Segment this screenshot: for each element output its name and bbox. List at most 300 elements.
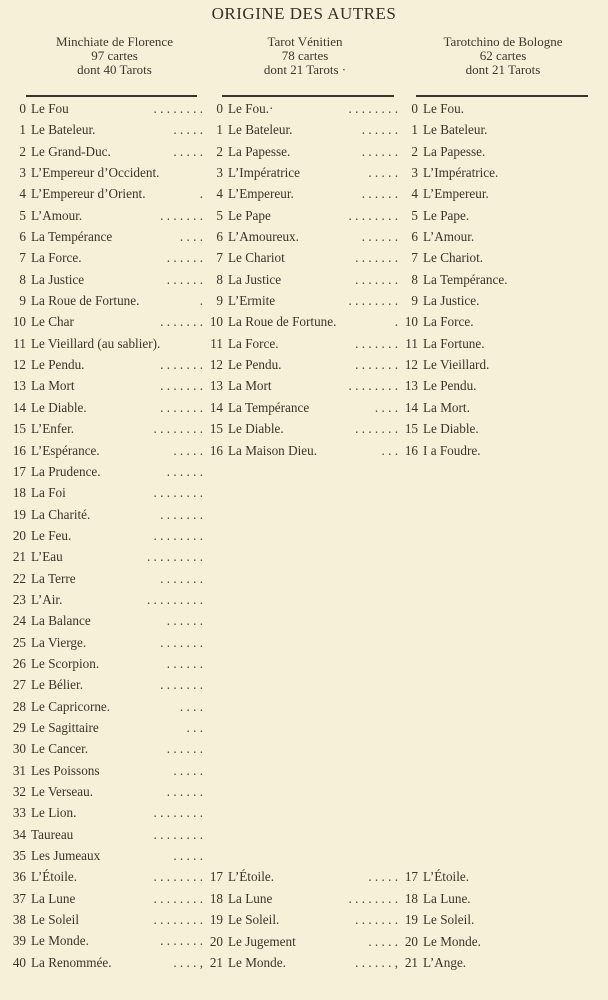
card-number: 5 [19,207,26,223]
dot-leader: . . . . . . [166,784,203,799]
card-number: 35 [12,848,26,864]
card-name: L’Eau [31,549,63,565]
card-name: Le Chariot. [423,250,484,266]
list-item [8,226,203,247]
card-number: 15 [209,421,223,437]
list-item [8,546,203,567]
card-name: Le Fou.· [228,101,274,116]
card-number: 1 [216,122,223,138]
card-number: 32 [12,784,26,799]
dot-leader: . . . . . . . [355,421,398,437]
card-number: 13 [404,378,418,394]
list-item [8,909,203,930]
card-number: 3 [216,165,223,181]
dot-leader: . . . . . [368,165,398,181]
card-number: 28 [12,698,26,714]
card-number: 14 [209,399,223,415]
card-number: 12 [209,357,223,373]
column-venitien [205,98,398,973]
card-number: 21 [404,954,418,970]
list-item [8,440,203,461]
dot-leader: . . . . . . . . [153,421,203,437]
card-name: La Fortune. [423,335,485,351]
card-number: 17 [404,869,418,885]
card-name: Le Bateleur. [31,122,96,138]
card-name: L’Enfer. [31,421,75,437]
list-item [400,375,590,396]
card-number: 9 [19,293,26,309]
card-number: 24 [12,613,26,629]
dot-leader: . . . . . [173,848,203,864]
list-item [8,354,203,375]
list-item [8,311,203,332]
list-item [8,290,203,311]
dot-leader: . . . . . . . [355,357,398,373]
list-item [205,952,398,973]
list-item [400,226,590,247]
card-number: 18 [12,485,26,501]
column-header-florence [22,35,207,77]
card-name: Le Monde. [228,954,286,970]
list-item [205,397,398,418]
dot-leader: . . . . . . . [160,357,203,373]
dot-leader: . . . . . [368,933,398,949]
dot-leader: . . . . . . . [160,634,203,650]
list-item [205,183,398,204]
dot-leader: . . . . . . . . [153,101,203,116]
card-name: L’Empereur. [228,186,294,202]
list-item [400,354,590,375]
list-item [8,397,203,418]
dot-leader: . . . . . . . . [153,485,203,501]
card-number: 8 [19,271,26,287]
card-number: 5 [411,207,418,223]
list-item [400,866,590,887]
card-name: La Vierge. [31,634,87,650]
list-item [8,888,203,909]
list-item [205,375,398,396]
dot-leader: . . . . . . . [355,335,398,351]
column-bologne [400,98,590,973]
card-number: 7 [216,250,223,266]
deck-name: Tarot Vénitien [267,34,343,49]
card-name: La Justice. [423,293,480,309]
column-florence [8,98,203,973]
column-rule [416,95,588,97]
dot-leader: . . . . . . . [160,378,203,394]
dot-leader: . . . . . . [166,271,203,287]
card-name: Le Vieillard. [423,357,490,373]
card-name: Le Soleil. [423,912,475,928]
dot-leader: . . . . . . . [160,207,203,223]
card-name: La Charité. [31,506,91,522]
card-name: Le Fou. [423,101,465,116]
card-number: 0 [411,101,418,116]
list-item [8,269,203,290]
card-number: 7 [19,250,26,266]
dot-leader: . . . . . . . . . [146,549,203,565]
card-name: La Prudence. [31,463,101,479]
list-item [400,269,590,290]
dot-leader: . . . . . . . . [348,293,398,309]
card-name: La Tempérance [228,399,310,415]
list-item [8,952,203,973]
blank-gap [400,461,590,867]
list-item [8,141,203,162]
card-number: 23 [12,591,26,607]
card-name: L’Empereur d’Occident. [31,165,160,181]
card-name: Le Capricorne. [31,698,111,714]
card-name: L’Amoureux. [228,229,299,245]
list-item [205,931,398,952]
dot-leader: . . . . . . . . [153,826,203,842]
list-item [8,866,203,887]
card-name: L’Étoile. [228,869,275,885]
card-name: La Lune. [423,890,471,906]
list-item [400,397,590,418]
blank-gap [205,461,398,867]
card-name: La Mort [31,378,75,394]
card-number: 10 [12,314,26,330]
card-number: 21 [209,954,223,970]
card-name: Le Sagittaire [31,719,99,735]
list-item [8,461,203,482]
card-name: Le Pape [228,207,271,223]
dot-leader: . . . . . [173,762,203,778]
deck-count: 62 cartes [479,48,527,63]
list-item [205,141,398,162]
card-number: 11 [405,335,418,351]
card-number: 1 [19,122,26,138]
card-name: Taureau [31,826,74,842]
card-number: 7 [411,250,418,266]
list-item [400,98,590,119]
deck-name: Minchiate de Florence [56,34,173,49]
dot-leader: . . . . . . [361,143,398,159]
list-item [205,98,398,119]
card-number: 19 [209,912,223,928]
deck-count: 78 cartes [281,48,329,63]
card-name: L’Empereur d’Orient. [31,186,146,202]
deck-name: Tarotchino de Bologne [443,34,563,49]
card-name: La Mort [228,378,272,394]
card-name: L’Impératrice [228,165,301,181]
dot-leader: . . . . . . [361,229,398,245]
card-name: Le Jugement [228,933,296,949]
list-item [8,482,203,503]
dot-leader: . . . . . . . . [153,869,203,885]
card-number: 3 [411,165,418,181]
card-number: 19 [404,912,418,928]
list-item [8,781,203,802]
card-number: 13 [209,378,223,394]
dot-leader: . . . . . [173,143,203,159]
card-name: La Lune [31,890,76,906]
card-number: 16 [12,442,26,458]
list-item [8,183,203,204]
card-number: 16 [209,442,223,458]
card-name: Le Pendu. [423,378,477,394]
list-item [8,802,203,823]
list-item [8,98,203,119]
list-item [8,525,203,546]
list-item [205,247,398,268]
card-number: 19 [12,506,26,522]
card-number: 31 [12,762,26,778]
dot-leader: . . . . . . , [355,954,398,970]
list-item [205,162,398,183]
card-number: 10 [404,314,418,330]
card-number: 12 [12,357,26,373]
card-name: Le Diable. [228,421,284,437]
dot-leader: . . . . . [368,869,398,885]
card-name: Le Char [31,314,74,330]
dot-leader: . . . . . . . [355,912,398,928]
card-number: 18 [404,890,418,906]
card-number: 34 [12,826,26,842]
card-number: 22 [12,570,26,586]
card-number: 15 [404,421,418,437]
card-name: La Terre [31,570,76,586]
list-item [400,440,590,461]
card-number: 25 [12,634,26,650]
card-number: 16 [404,442,418,458]
list-item [205,226,398,247]
dot-leader: . [199,293,203,309]
card-number: 0 [216,101,223,116]
card-name: La Roue de Fortune. [228,314,337,330]
card-number: 4 [19,186,26,202]
card-number: 0 [19,101,26,116]
dot-leader: . [199,186,203,202]
list-item [400,931,590,952]
dot-leader: . . . . . . . . [348,207,398,223]
card-number: 9 [411,293,418,309]
dot-leader: . . . . . . . [160,677,203,693]
list-item [205,354,398,375]
deck-tarots: dont 21 Tarots · [263,62,347,77]
card-number: 5 [216,207,223,223]
list-item [205,866,398,887]
column-rule [222,95,394,97]
card-number: 14 [404,399,418,415]
card-number: 33 [12,805,26,821]
card-name: L’Impératrice. [423,165,499,181]
card-name: L’Étoile. [31,869,78,885]
column-header-venitien [215,35,395,77]
card-number: 39 [12,933,26,949]
card-number: 8 [411,271,418,287]
column-rule [26,95,197,97]
card-name: La Mort. [423,399,470,415]
list-item [205,333,398,354]
list-item [8,930,203,951]
card-name: La Foi [31,485,66,501]
list-item [400,952,590,973]
list-item [400,418,590,439]
card-name: La Justice [31,271,85,287]
dot-leader: . . . . . . [361,186,398,202]
card-number: 20 [404,933,418,949]
card-name: L’Ange. [423,954,467,970]
card-number: 17 [12,463,26,479]
card-name: L’Air. [31,591,63,607]
list-item [205,205,398,226]
dot-leader: . . . . . . . . [153,890,203,906]
dot-leader: . . . . [374,399,398,415]
card-number: 36 [12,869,26,885]
list-item [8,119,203,140]
card-number: 13 [12,378,26,394]
list-item [8,205,203,226]
card-name: Le Soleil [31,912,79,928]
dot-leader: . . . . . [173,442,203,458]
deck-tarots: dont 40 Tarots [77,62,152,77]
card-number: 15 [12,421,26,437]
dot-leader: . [394,314,398,330]
dot-leader: . . . [381,442,398,458]
card-name: Le Chariot [228,250,285,266]
card-name: Le Feu. [31,527,72,543]
dot-leader: . . . . . . . . . [146,591,203,607]
dot-leader: . . . . [179,698,203,714]
card-name: Le Pendu. [31,357,85,373]
card-name: Le Bateleur. [228,122,293,138]
card-name: L’Empereur. [423,186,489,202]
card-name: La Justice [228,271,282,287]
card-number: 4 [216,186,223,202]
list-item [400,205,590,226]
dot-leader: . . . . . . . . [348,378,398,394]
list-item [8,610,203,631]
list-item [8,738,203,759]
card-number: 11 [210,335,223,351]
card-number: 20 [12,527,26,543]
card-name: Le Diable. [423,421,479,437]
list-item [8,375,203,396]
card-name: La Balance [31,613,91,629]
dot-leader: . . . . . . [166,741,203,757]
list-item [400,162,590,183]
list-item [400,183,590,204]
card-number: 18 [209,890,223,906]
card-number: 1 [411,122,418,138]
card-number: 6 [216,229,223,245]
page-title: ORIGINE DES AUTRES [211,4,397,23]
card-name: Le Monde. [31,933,89,949]
card-number: 12 [404,357,418,373]
card-name: Le Soleil. [228,912,280,928]
card-name: Le Pape. [423,207,470,223]
card-number: 8 [216,271,223,287]
card-name: La Tempérance [31,229,113,245]
card-number: 29 [12,719,26,735]
card-name: Le Scorpion. [31,655,100,671]
card-name: La Papesse. [228,143,291,159]
deck-count: 97 cartes [91,48,138,63]
list-item [8,845,203,866]
card-name: La Force. [228,335,279,351]
card-name: Le Grand-Duc. [31,143,111,159]
dot-leader: . . . . . . . . [348,890,398,906]
list-item [400,141,590,162]
list-item [8,824,203,845]
card-name: Le Diable. [31,399,87,415]
card-name: L’Amour. [423,229,475,245]
card-number: 40 [12,954,26,970]
list-item [8,674,203,695]
list-item [205,119,398,140]
list-item [8,333,203,354]
card-name: I a Foudre. [423,442,481,458]
card-name: La Maison Dieu. [228,442,317,458]
card-name: L’Étoile. [423,869,470,885]
card-number: 37 [12,890,26,906]
card-number: 3 [19,165,26,181]
dot-leader: . . . . . . [166,655,203,671]
card-name: Le Bélier. [31,677,83,693]
card-number: 30 [12,741,26,757]
dot-leader: . . . . . . [166,613,203,629]
list-item [205,909,398,930]
card-name: Le Bateleur. [423,122,488,138]
list-item [8,696,203,717]
list-item [205,888,398,909]
dot-leader: . . . . . . . [160,570,203,586]
list-item [8,162,203,183]
list-item [400,311,590,332]
card-name: L’Amour. [31,207,83,223]
card-name: Le Fou [31,101,69,116]
list-item [205,440,398,461]
card-name: La Renommée. [31,954,112,970]
card-name: Le Cancer. [31,741,89,757]
list-item [8,247,203,268]
dot-leader: . . . . . [173,122,203,138]
card-number: 14 [12,399,26,415]
list-item [8,632,203,653]
dot-leader: . . . . . . . [355,250,398,266]
card-number: 4 [411,186,418,202]
list-item [8,568,203,589]
card-number: 10 [209,314,223,330]
card-name: La Roue de Fortune. [31,293,140,309]
card-name: La Papesse. [423,143,486,159]
card-name: Le Vieillard (au sablier). [31,335,161,351]
card-number: 2 [19,143,26,159]
card-number: 27 [12,677,26,693]
list-item [205,269,398,290]
list-item [400,119,590,140]
card-name: Le Pendu. [228,357,282,373]
card-name: L’Ermite [228,293,276,309]
dot-leader: . . . . [179,229,203,245]
list-item [400,290,590,311]
card-name: Le Lion. [31,805,77,821]
dot-leader: . . . . . . [166,250,203,266]
card-number: 6 [19,229,26,245]
dot-leader: . . . . . . . . [348,101,398,116]
column-header-bologne [412,35,594,77]
card-number: 11 [13,335,26,351]
card-number: 6 [411,229,418,245]
card-number: 20 [209,933,223,949]
card-number: 2 [411,143,418,159]
list-item [8,760,203,781]
card-number: 2 [216,143,223,159]
card-name: La Lune [228,890,273,906]
dot-leader: . . . . , [173,954,203,970]
